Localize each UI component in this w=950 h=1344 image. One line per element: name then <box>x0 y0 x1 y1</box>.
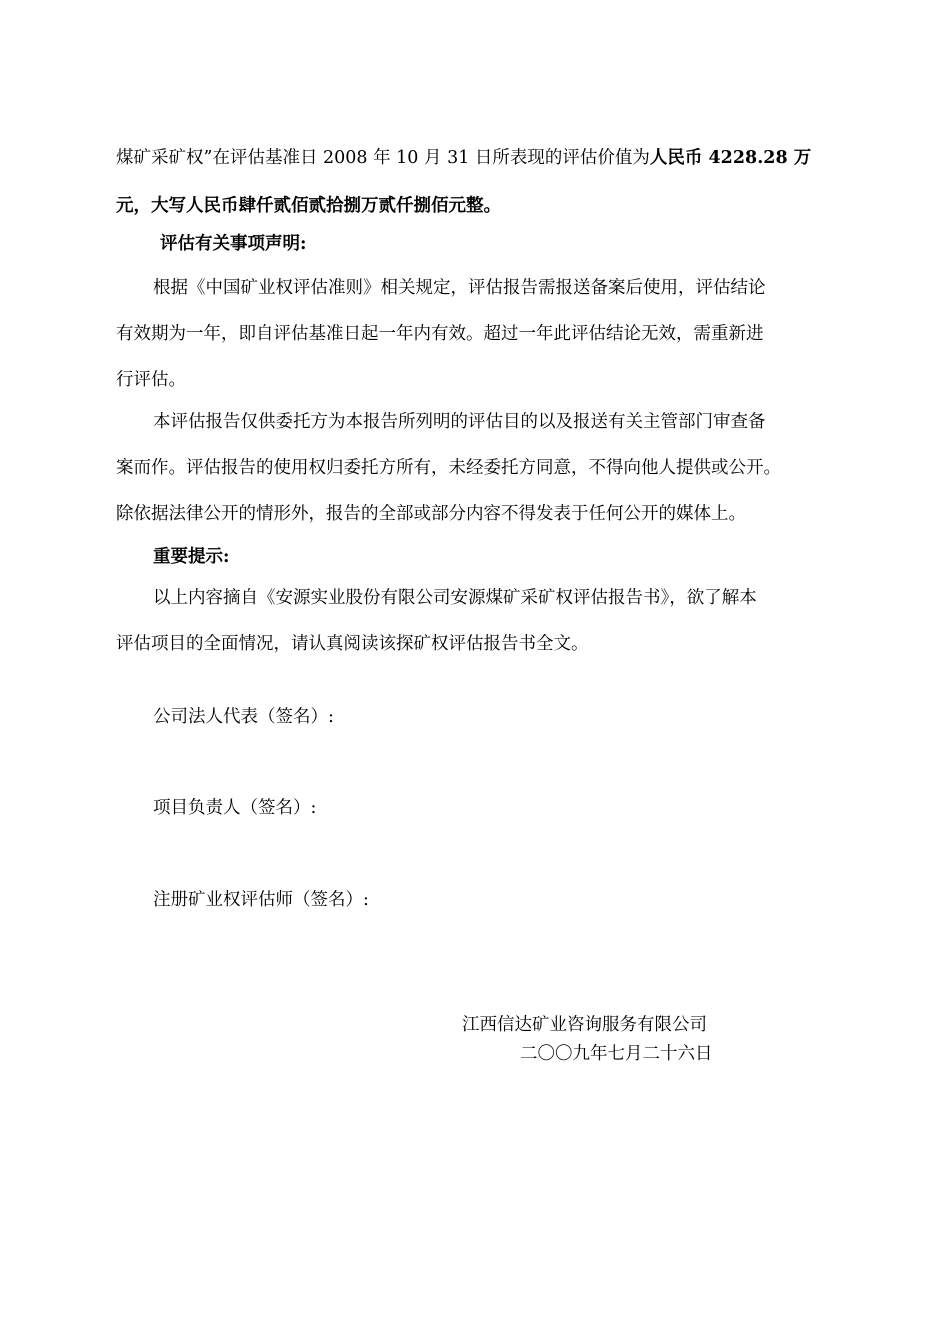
declaration-heading: 评估有关事项声明: <box>160 234 307 254</box>
legal-rep-signature-label: 公司法人代表（签名）: <box>153 707 334 727</box>
declaration-para2-line1: 本评估报告仅供委托方为本报告所列明的评估目的以及报送有关主管部门审查备 <box>153 412 766 432</box>
project-lead-signature-label: 项目负责人（签名）: <box>153 798 317 818</box>
appraiser-signature-label: 注册矿业权评估师（签名）: <box>153 890 369 910</box>
declaration-para2-line2: 案而作。评估报告的使用权归委托方所有，未经委托方同意，不得向他人提供或公开。 <box>116 458 781 478</box>
conclusion-value: 人民币 4228.28 万 <box>649 148 812 168</box>
document-date: 二〇〇九年七月二十六日 <box>520 1044 713 1064</box>
notice-para-line1: 以上内容摘自《安源实业股份有限公司安源煤矿采矿权评估报告书》，欲了解本 <box>153 588 757 608</box>
declaration-para1-line1: 根据《中国矿业权评估准则》相关规定，评估报告需报送备案后使用，评估结论 <box>153 278 766 298</box>
conclusion-line-1 <box>116 146 811 170</box>
declaration-para1-line2: 有效期为一年，即自评估基准日起一年内有效。超过一年此评估结论无效，需重新进 <box>116 324 764 344</box>
conclusion-text: 煤矿采矿权”在评估基准日 2008 年 10 月 31 日所表现的评估价值为 <box>116 148 650 168</box>
notice-heading: 重要提示: <box>153 547 230 567</box>
conclusion-line-2: 元，大写人民币肆仟贰佰贰拾捌万贰仟捌佰元整。 <box>116 196 501 216</box>
declaration-para1-line3: 行评估。 <box>116 370 186 390</box>
company-name: 江西信达矿业咨询服务有限公司 <box>462 1015 707 1035</box>
declaration-para2-line3: 除依据法律公开的情形外，报告的全部或部分内容不得发表于任何公开的媒体上。 <box>116 504 746 524</box>
notice-para-line2: 评估项目的全面情况，请认真阅读该探矿权评估报告书全文。 <box>116 634 589 654</box>
